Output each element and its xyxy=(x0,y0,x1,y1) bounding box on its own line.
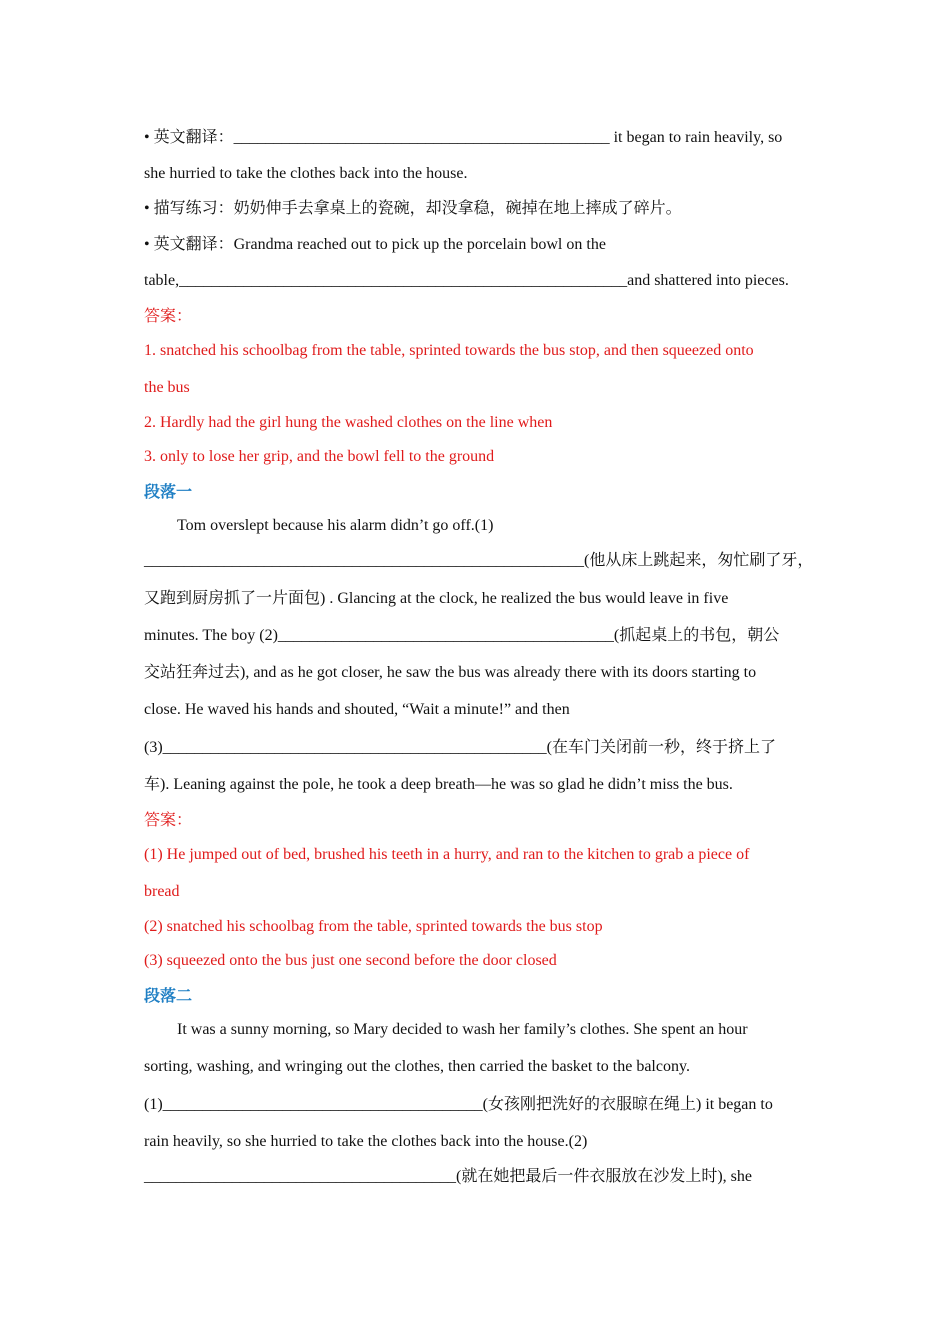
answer-2: 2. Hardly had the girl hung the washed clothes on the line when xyxy=(144,414,553,431)
answer-1-line-1: 1. snatched his schoolbag from the table, sprinted towards the bus stop, and then squeezed onto xyxy=(144,342,754,359)
paragraph-1-line: (3)________________________________________________(在车门关闭前一秒，终于挤上了 xyxy=(144,739,776,756)
paragraph-2-line: (1)________________________________________(女孩刚把洗好的衣服晾在绳上) it began to xyxy=(144,1096,773,1113)
paragraph-1-line: 车). Leaning against the pole, he took a deep breath—he was so glad he didn’t miss the bus. xyxy=(144,776,733,793)
paragraph-1-line: 交站狂奔过去), and as he got closer, he saw the bus was already there with its doors starting to xyxy=(144,664,757,681)
answer-3: 3. only to lose her grip, and the bowl fell to the ground xyxy=(144,448,495,465)
answer-label: 答案： xyxy=(144,308,193,325)
section-heading-1: 段落一 xyxy=(144,484,193,501)
sentence-text: it began to rain heavily, so xyxy=(609,129,783,146)
answer-blank: ________________________________________________________ xyxy=(179,272,628,289)
sentence-text: table, xyxy=(144,272,180,289)
paragraph-2-line: sorting, washing, and wringing out the clothes, then carried the basket to the balcony. xyxy=(144,1058,690,1075)
answer-3: (3) squeezed onto the bus just one second before the door closed xyxy=(144,952,557,969)
paragraph-1-line: _______________________________________________________(他从床上跳起来，匆忙刷了牙， xyxy=(144,552,814,569)
translation-line-1 xyxy=(144,127,814,149)
translation-line-3: • 英文翻译：Grandma reached out to pick up the porcelain bowl on the xyxy=(144,236,606,253)
sentence-text: and shattered into pieces. xyxy=(627,272,789,289)
answer-1-line-1: (1) He jumped out of bed, brushed his teeth in a hurry, and ran to the kitchen to grab a piece of xyxy=(144,846,750,863)
translation-line-2: she hurried to take the clothes back into the house. xyxy=(144,165,468,182)
answer-1-line-2: the bus xyxy=(144,379,190,396)
answer-1-line-2: bread xyxy=(144,883,180,900)
bullet-label: • 英文翻译： xyxy=(144,129,234,146)
section-heading-2: 段落二 xyxy=(144,988,193,1005)
answer-2: (2) snatched his schoolbag from the table, sprinted towards the bus stop xyxy=(144,918,603,935)
paragraph-1-line: minutes. The boy (2)__________________________________________(抓起桌上的书包，朝公 xyxy=(144,627,780,644)
paragraph-2-line: rain heavily, so she hurried to take the clothes back into the house.(2) xyxy=(144,1133,588,1150)
answer-blank: _______________________________________________ xyxy=(233,129,610,146)
paragraph-2-line: _______________________________________(就在她把最后一件衣服放在沙发上时), she xyxy=(144,1168,752,1185)
description-exercise: • 描写练习：奶奶伸手去拿桌上的瓷碗，却没拿稳，碗掉在地上摔成了碎片。 xyxy=(144,200,682,217)
paragraph-1-line: Tom overslept because his alarm didn’t go off.(1) xyxy=(177,517,494,534)
paragraph-1-line: 又跑到厨房抓了一片面包) . Glancing at the clock, he realized the bus would leave in five xyxy=(144,590,729,607)
answer-label: 答案： xyxy=(144,812,193,829)
paragraph-1-line: close. He waved his hands and shouted, “Wait a minute!” and then xyxy=(144,701,570,718)
paragraph-2-line: It was a sunny morning, so Mary decided to wash her family’s clothes. She spent an hour xyxy=(177,1021,748,1038)
translation-line-4 xyxy=(144,270,814,292)
